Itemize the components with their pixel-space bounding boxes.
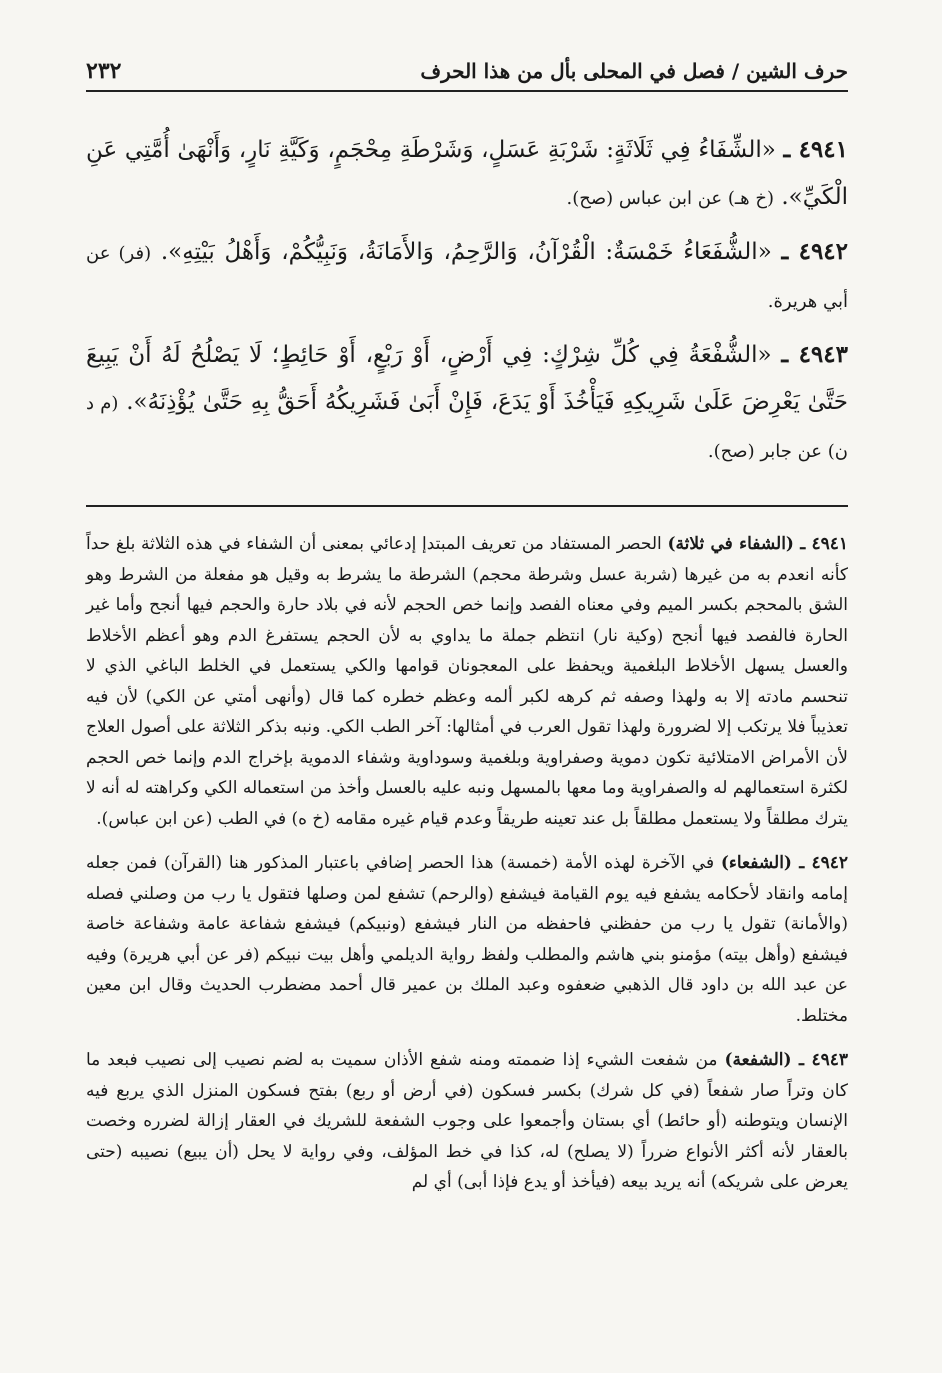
- commentary-paragraph: [86, 1045, 848, 1198]
- commentary-text: الحصر المستفاد من تعريف المبتدإ إدعائي بمعنى أن الشفاء في هذه الثلاثة بلغ حداً كأنه انعدم به من غيرها (شربة عسل وشرطة محجم) الشرطة ما يشرط به وقيل هو مفعلة من الشرط وهو الشق بالمحجم بكسر الميم وفي معناه الفصد وإنما خص الحجم لأنه في بلاد حارة والحجم فيها أنجح وأما غير الحارة فالفصد فيها أنجح (وكية نار) انتظم جملة ما يداوي به لأن الحجم يستفرغ الدم وهو أعظم الأخلاط والعسل يسهل الأخلاط البلغمية ويحفظ على المعجونان قوامها والكي يستعمل في الخلط الباغي الذي لا تنحسم مادته إلا به ولهذا وصفه ثم كرهه لكبر ألمه وعظم خطره كما قال (وأنهى أمتي عن الكي) لأن فيه تعذيباً فلا يرتكب إلا لضرورة ولهذا تقول العرب في أمثالها: آخر الطب الكي. ونبه بذكر الثلاثة على أصول العلاج لأن الأمراض الامتلائية تكون دموية وصفراوية وبلغمية وسوداوية وشفاء الدموية بإخراج الدم وإنما خص الحجم لكثرة استعمالهم له والصفراوية وما معها بالمسهل ونبه عليه بالعسل وأخذ من استعماله الكي وكراهته له أنه لا يترك مطلقاً ولا يستعمل مطلقاً بل عند تعينه طريقاً وعدم قيام غيره مقامه (خ ه) في الطب (عن ابن عباس).: [86, 534, 848, 829]
- commentary-text: من شفعت الشيء إذا ضممته ومنه شفع الأذان سميت به لضم نصيب إلى نصيب فبعد ما كان وتراً صار شفعاً (في كل شرك) بكسر فسكون (في أرض أو ربع) بفتح فسكون المنزل الذي يربع فيه الإنسان ويتوطنه (أو حائط) أي بستان وأجمعوا على وجوب الشفعة للشريك في العقار إزالة لضرره وخصت بالعقار لأنه أكثر الأنواع ضرراً (لا يصلح) له، كذا في خط المؤلف، وفي رواية لا يحل (أن يبيع) نصيبه (حتى يعرض على شريكه) أنه يريد بيعه (فيأخذ أو يدع فإذا أبى) أي لم: [86, 1050, 848, 1192]
- commentary-text: في الآخرة لهذه الأمة (خمسة) هذا الحصر إضافي باعتبار المذكور هنا (القرآن) فمن جعله إمامه وانقاد لأحكامه يشفع فيه يوم القيامة فيشفع (والرحم) تشفع لمن وصلها فتقول يا رب من وصلني فصله (والأمانة) تقول يا رب من حفظني فاحفظه من النار فيشفع (ونبيكم) فيشفع شفاعة عامة وشفاعة خاصة فيشفع (وأهل بيته) مؤمنو بني هاشم والمطلب ولفظ رواية الديلمي وأهل بيت نبيكم (فر عن أبي هريرة) وفيه عن عبد الله بن داود قال الذهبي ضعفوه وعبد الملك بن عمير قال أحمد مضطرب الحديث وقال ابن معين مختلط.: [86, 853, 848, 1026]
- chapter-title: حرف الشين / فصل في المحلى بأل من هذا الحرف: [420, 59, 848, 83]
- commentary-lead: ٤٩٤٢ ـ (الشفعاء): [720, 853, 848, 873]
- commentary-lead: ٤٩٤٣ ـ (الشفعة): [724, 1050, 848, 1070]
- hadith-source: (م د ن) عن جابر (صح).: [86, 393, 848, 462]
- hadith-source: (فر) عن أبي هريرة.: [86, 243, 848, 312]
- running-header: [86, 58, 848, 92]
- hadith-source: (خ هـ) عن ابن عباس (صح).: [566, 188, 775, 209]
- hadith-text: «الشُّفَعَاءُ خَمْسَةٌ: الْقُرْآنُ، وَالرَّحِمُ، وَالأَمَانَةُ، وَنَبِيُّكُمْ، وَأَهْلُ بَيْتِهِ».: [160, 239, 772, 265]
- commentary-lead: ٤٩٤١ ـ (الشفاء في ثلاثة): [667, 534, 848, 554]
- hadith-entry: [86, 126, 848, 222]
- commentary-paragraph: [86, 529, 848, 834]
- hadith-number: ٤٩٤١ ـ: [783, 136, 848, 163]
- hadith-entry: [86, 331, 848, 475]
- hadith-text: «الشِّفَاءُ فِي ثَلَاثَةٍ: شَرْبَةِ عَسَلٍ، وَشَرْطَةِ مِحْجَمٍ، وَكَيَّةِ نَارٍ، وَأَنْهَىٰ أُمَّتِي عَنِ الْكَيِّ».: [86, 137, 848, 210]
- hadith-entry: [86, 228, 848, 325]
- footnote-separator: [86, 505, 848, 507]
- hadith-text: «الشُّفْعَةُ فِي كُلِّ شِرْكٍ: فِي أَرْضٍ، أَوْ رَبْعٍ، أَوْ حَائِطٍ؛ لَا يَصْلُحُ لَهُ أَنْ يَبِيعَ حَتَّىٰ يَعْرِضَ عَلَىٰ شَرِيكِهِ فَيَأْخُذَ أَوْ يَدَعَ، فَإِنْ أَبَىٰ فَشَرِيكُهُ أَحَقُّ بِهِ حَتَّىٰ يُؤْذِنَهُ».: [86, 342, 849, 415]
- hadith-number: ٤٩٤٣ ـ: [781, 341, 848, 368]
- commentary-paragraph: [86, 848, 848, 1031]
- hadith-number: ٤٩٤٢ ـ: [781, 238, 849, 265]
- page-number: ٢٣٢: [86, 58, 122, 84]
